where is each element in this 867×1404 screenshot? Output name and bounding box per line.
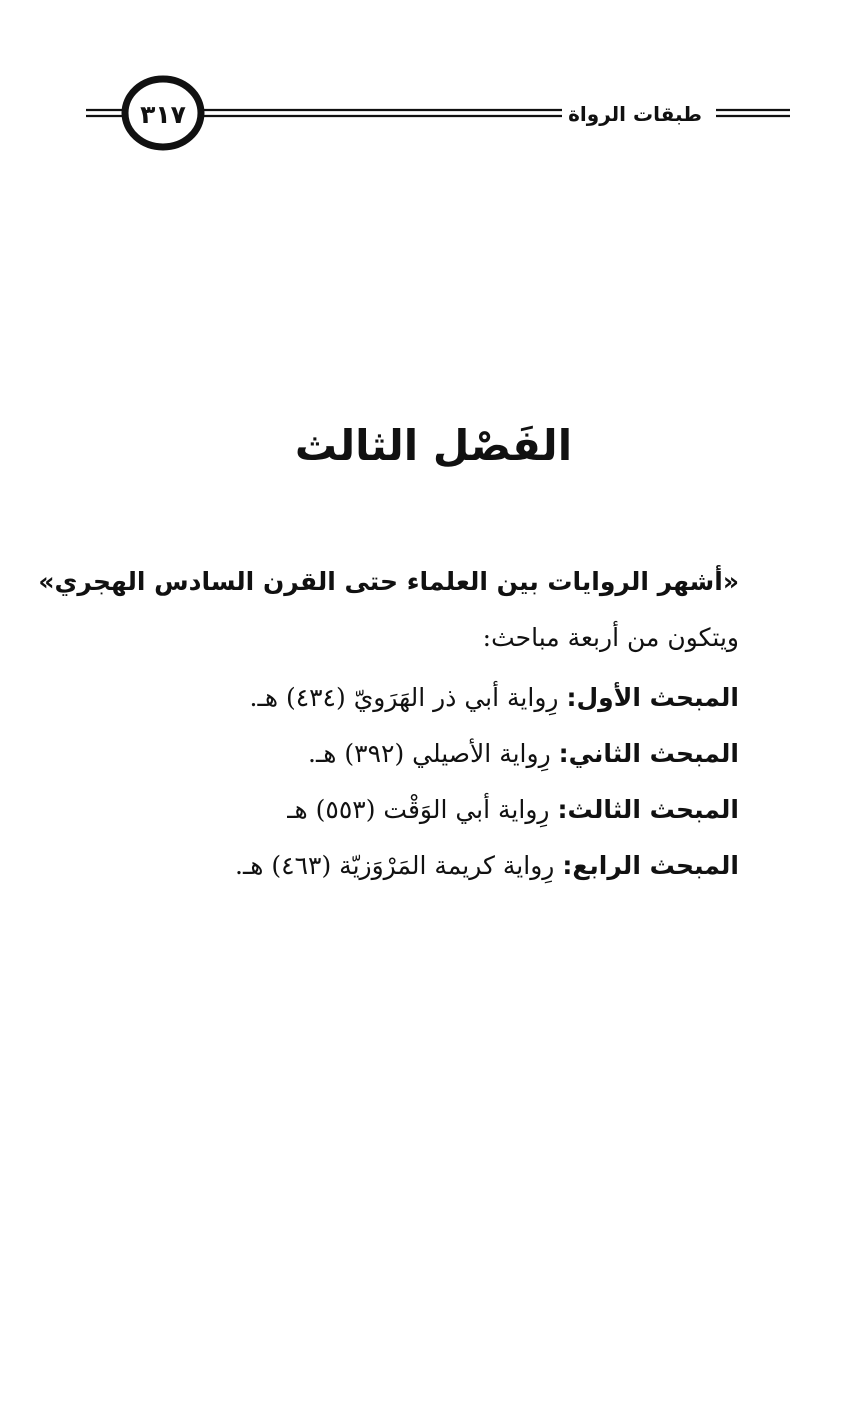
section-label: المبحث الثالث: bbox=[557, 795, 739, 824]
chapter-subtitle: «أشهر الروايات بين العلماء حتى القرن السادس الهجري» bbox=[38, 567, 739, 596]
section-1 bbox=[119, 670, 739, 726]
section-label: المبحث الثاني: bbox=[558, 739, 739, 768]
section-2 bbox=[119, 726, 739, 782]
section-4 bbox=[119, 838, 739, 894]
section-text: رِواية أبي ذر الهَرَويّ (٤٣٤) هـ. bbox=[249, 683, 559, 712]
page-number: ٣١٧ bbox=[140, 100, 186, 129]
running-header bbox=[0, 72, 867, 162]
running-title: طبقات الرواة bbox=[562, 101, 708, 127]
section-label: المبحث الأول: bbox=[566, 683, 739, 712]
chapter-contents bbox=[38, 560, 739, 894]
section-text: رِواية كريمة المَرْوَزيّة (٤٦٣) هـ. bbox=[235, 851, 555, 880]
intro-text: ويتكون من أربعة مباحث: bbox=[482, 623, 739, 652]
chapter-title: الفَصْل الثالث bbox=[294, 421, 573, 470]
section-3 bbox=[119, 782, 739, 838]
section-text: رِواية الأصيلي (٣٩٢) هـ. bbox=[308, 739, 551, 768]
section-label: المبحث الرابع: bbox=[562, 851, 739, 880]
section-text: رِواية أبي الوَقْت (٥٥٣) هـ bbox=[287, 795, 550, 824]
